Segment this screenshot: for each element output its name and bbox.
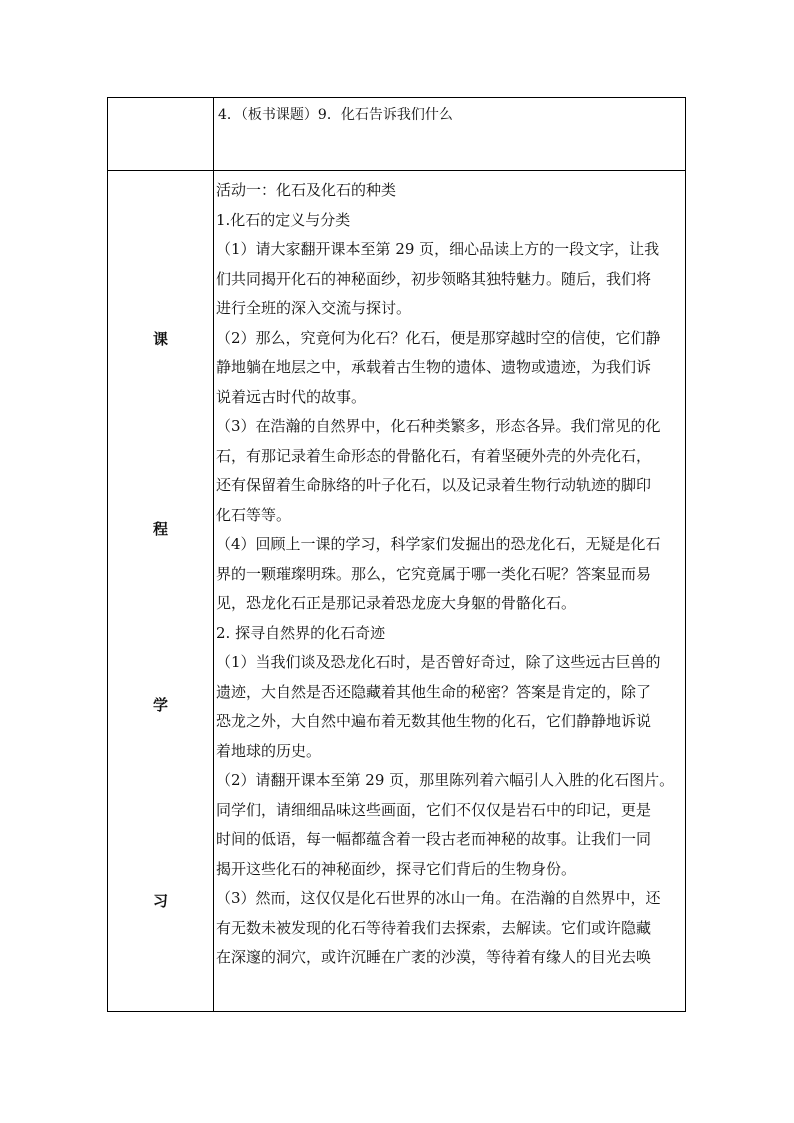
content-line: 恐龙之外，大自然中遍布着无数其他生物的化石，它们静静地诉说 <box>216 712 652 730</box>
content-line: 时间的低语，每一幅都蕴含着一段古老而神秘的故事。让我们一同 <box>216 830 652 848</box>
content-line: 见，恐龙化石正是那记录着恐龙庞大身躯的骨骼化石。 <box>216 594 577 612</box>
content-line: 有无数未被发现的化石等待着我们去探索，去解读。它们或许隐藏 <box>216 918 652 937</box>
lesson-title-cell: 4．（板书课题）9．化石告诉我们什么 <box>218 107 453 123</box>
content-line: 界的一颗璀璨明珠。那么，它究竟属于哪一类化石呢？答案显而易 <box>216 564 652 583</box>
content-line: 揭开这些化石的神秘面纱，探寻它们背后的生物身份。 <box>216 859 577 878</box>
row-divider <box>108 170 685 171</box>
content-line: （2）请翻开课本至第 29 页，那里陈列着六幅引人入胜的化石图片。 <box>216 771 675 789</box>
side-label-xue: 学 <box>152 696 168 714</box>
side-label-xi: 习 <box>152 892 168 910</box>
content-line: 静地躺在地层之中，承载着古生物的遗体、遗物或遗迹，为我们诉 <box>216 358 652 376</box>
content-line: （1）请大家翻开课本至第 29 页，细心品读上方的一段文字，让我 <box>216 240 660 258</box>
content-line: 同学们，请细细品味这些画面，它们不仅仅是岩石中的印记，更是 <box>216 800 652 819</box>
content-line: （1）当我们谈及恐龙化石时，是否曾好奇过，除了这些远古巨兽的 <box>216 653 661 671</box>
content-line: （3）然而，这仅仅是化石世界的冰山一角。在浩瀚的自然界中，还 <box>216 889 661 907</box>
content-line: 遗迹，大自然是否还隐藏着其他生命的秘密？答案是肯定的，除了 <box>216 682 652 701</box>
content-line: 在深邃的洞穴，或许沉睡在广袤的沙漠，等待着有缘人的目光去唤 <box>216 948 652 966</box>
content-line: 着地球的历史。 <box>216 741 322 760</box>
lesson-content <box>216 176 684 973</box>
content-line: 1.化石的定义与分类 <box>216 210 351 229</box>
content-line: 还有保留着生命脉络的叶子化石，以及记录着生物行动轨迹的脚印 <box>216 476 652 494</box>
content-line: 化石等等。 <box>216 505 292 524</box>
column-divider <box>213 98 214 1011</box>
lesson-table <box>107 97 686 1012</box>
content-line: （3）在浩瀚的自然界中，化石种类繁多，形态各异。我们常见的化 <box>216 417 661 435</box>
content-line: 活动一：化石及化石的种类 <box>216 181 397 199</box>
side-label-cheng: 程 <box>152 520 168 538</box>
content-line: 石，有那记录着生命形态的骨骼化石，有着坚硬外壳的外壳化石， <box>216 446 652 465</box>
content-line: 进行全班的深入交流与探讨。 <box>216 299 412 317</box>
content-line: 们共同揭开化石的神秘面纱，初步领略其独特魅力。随后，我们将 <box>216 269 652 288</box>
content-line: （4）回顾上一课的学习，科学家们发掘出的恐龙化石，无疑是化石 <box>216 535 661 553</box>
content-line: （2）那么，究竟何为化石？化石，便是那穿越时空的信使，它们静 <box>216 328 661 347</box>
content-line: 2. 探寻自然界的化石奇迹 <box>216 623 386 642</box>
content-line: 说着远古时代的故事。 <box>216 387 367 406</box>
side-label-ke: 课 <box>152 330 168 348</box>
